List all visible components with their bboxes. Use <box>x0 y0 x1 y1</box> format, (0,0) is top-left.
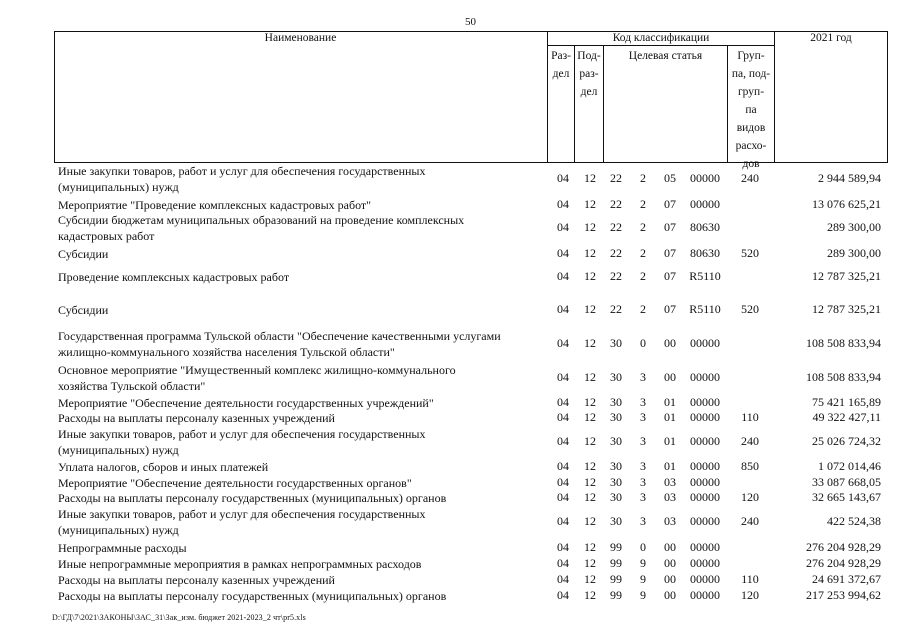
row-name-line: Непрограммные расходы <box>58 541 187 555</box>
cell-r: 04 <box>557 336 569 350</box>
cell-pr: 12 <box>584 197 596 211</box>
cell-a: 22 <box>610 302 622 316</box>
row-name-line: Мероприятие "Проведение комплексных кадастровых работ" <box>58 198 372 212</box>
row-name <box>58 246 548 262</box>
cell-b: 2 <box>640 269 646 283</box>
cell-amount: 25 026 724,32 <box>812 434 881 448</box>
cell-c: 00 <box>664 556 676 570</box>
row-name-line: (муниципальных) нужд <box>58 180 179 194</box>
cell-d: 00000 <box>690 197 720 211</box>
row-name-line: Расходы на выплаты персоналу государственных (муниципальных) органов <box>58 589 447 603</box>
cell-g: 520 <box>741 302 759 316</box>
cell-r: 04 <box>557 588 569 602</box>
header-razdel <box>548 47 574 83</box>
cell-d: 00000 <box>690 171 720 185</box>
table-row <box>0 475 905 491</box>
cell-b: 2 <box>640 246 646 260</box>
cell-c: 05 <box>664 171 676 185</box>
cell-amount: 289 300,00 <box>827 220 881 234</box>
header-group-line: Груп- <box>737 50 765 62</box>
cell-a: 30 <box>610 434 622 448</box>
row-name-line: (муниципальных) нужд <box>58 443 179 457</box>
cell-d: 00000 <box>690 588 720 602</box>
cell-c: 01 <box>664 410 676 424</box>
row-name-line: Мероприятие "Обеспечение деятельности государственных учреждений" <box>58 396 434 410</box>
cell-r: 04 <box>557 395 569 409</box>
cell-c: 00 <box>664 370 676 384</box>
cell-pr: 12 <box>584 302 596 316</box>
row-name <box>58 328 548 360</box>
header-target: Целевая статья <box>628 50 703 62</box>
cell-amount: 75 421 165,89 <box>812 395 881 409</box>
cell-amount: 276 204 928,29 <box>806 540 881 554</box>
table-row <box>0 426 905 458</box>
header-group-line: па, под- <box>731 68 771 80</box>
table-row <box>0 362 905 394</box>
table-row <box>0 506 905 538</box>
row-name-line: Расходы на выплаты персоналу казенных учреждений <box>58 411 335 425</box>
row-name <box>58 302 548 318</box>
cell-b: 2 <box>640 220 646 234</box>
cell-c: 00 <box>664 588 676 602</box>
cell-pr: 12 <box>584 370 596 384</box>
cell-pr: 12 <box>584 459 596 473</box>
cell-a: 30 <box>610 490 622 504</box>
cell-pr: 12 <box>584 475 596 489</box>
row-name-line: Иные непрограммные мероприятия в рамках непрограммных расходов <box>58 557 422 571</box>
row-name-line: хозяйства Тульской области" <box>58 379 206 393</box>
cell-b: 3 <box>640 459 646 473</box>
cell-pr: 12 <box>584 220 596 234</box>
cell-a: 30 <box>610 370 622 384</box>
cell-a: 99 <box>610 588 622 602</box>
row-name-line: Расходы на выплаты персоналу государственных (муниципальных) органов <box>58 491 447 505</box>
cell-r: 04 <box>557 434 569 448</box>
header-group <box>728 47 774 173</box>
row-name-line: Иные закупки товаров, работ и услуг для обеспечения государственных <box>58 507 426 521</box>
cell-r: 04 <box>557 246 569 260</box>
cell-amount: 32 665 143,67 <box>812 490 881 504</box>
cell-r: 04 <box>557 459 569 473</box>
header-podrazdel-line: дел <box>580 86 598 98</box>
cell-a: 30 <box>610 475 622 489</box>
cell-pr: 12 <box>584 246 596 260</box>
cell-c: 01 <box>664 395 676 409</box>
cell-c: 01 <box>664 459 676 473</box>
cell-c: 07 <box>664 197 676 211</box>
cell-c: 01 <box>664 434 676 448</box>
cell-c: 03 <box>664 490 676 504</box>
cell-d: 00000 <box>690 410 720 424</box>
cell-d: 00000 <box>690 370 720 384</box>
row-name-line: Субсидии <box>58 303 109 317</box>
cell-pr: 12 <box>584 556 596 570</box>
cell-d: 00000 <box>690 540 720 554</box>
cell-g: 110 <box>741 572 759 586</box>
cell-b: 3 <box>640 434 646 448</box>
header-group-line: расхо- <box>735 140 767 152</box>
table-row <box>0 540 905 556</box>
row-name <box>58 506 548 538</box>
cell-c: 03 <box>664 514 676 528</box>
cell-a: 30 <box>610 459 622 473</box>
cell-b: 3 <box>640 370 646 384</box>
header-group-line: па <box>745 104 757 116</box>
cell-r: 04 <box>557 171 569 185</box>
cell-pr: 12 <box>584 434 596 448</box>
cell-d: 00000 <box>690 434 720 448</box>
cell-r: 04 <box>557 269 569 283</box>
cell-r: 04 <box>557 197 569 211</box>
cell-amount: 12 787 325,21 <box>812 269 881 283</box>
cell-pr: 12 <box>584 395 596 409</box>
cell-a: 22 <box>610 220 622 234</box>
cell-b: 2 <box>640 171 646 185</box>
cell-r: 04 <box>557 475 569 489</box>
cell-amount: 422 524,38 <box>827 514 881 528</box>
row-name <box>58 269 548 285</box>
cell-g: 850 <box>741 459 759 473</box>
cell-r: 04 <box>557 490 569 504</box>
row-name <box>58 572 548 588</box>
cell-b: 9 <box>640 588 646 602</box>
cell-c: 00 <box>664 336 676 350</box>
cell-b: 3 <box>640 514 646 528</box>
cell-pr: 12 <box>584 410 596 424</box>
file-path-footer: D:\ГД\7\2021\ЗАКОНЫ\ЗАС_31\Зак_изм. бюджет 2021-2023_2 чт\pr5.xls <box>52 613 306 622</box>
cell-amount: 13 076 625,21 <box>812 197 881 211</box>
row-name-line: жилищно-коммунального хозяйства населения Тульской области" <box>58 345 395 359</box>
row-name <box>58 490 548 506</box>
cell-g: 240 <box>741 171 759 185</box>
cell-amount: 289 300,00 <box>827 246 881 260</box>
cell-amount: 276 204 928,29 <box>806 556 881 570</box>
table-row <box>0 269 905 285</box>
cell-amount: 33 087 668,05 <box>812 475 881 489</box>
cell-r: 04 <box>557 556 569 570</box>
row-name-line: Субсидии <box>58 247 109 261</box>
row-name-line: Мероприятие "Обеспечение деятельности государственных органов" <box>58 476 412 490</box>
header-razdel-line: дел <box>552 68 570 80</box>
cell-b: 0 <box>640 336 646 350</box>
row-name-line: Расходы на выплаты персоналу казенных учреждений <box>58 573 335 587</box>
row-name-line: (муниципальных) нужд <box>58 523 179 537</box>
table-row <box>0 163 905 195</box>
row-name <box>58 362 548 394</box>
cell-pr: 12 <box>584 336 596 350</box>
cell-amount: 217 253 994,62 <box>806 588 881 602</box>
header-podrazdel <box>575 47 603 101</box>
cell-a: 22 <box>610 246 622 260</box>
cell-g: 120 <box>741 490 759 504</box>
cell-g: 110 <box>741 410 759 424</box>
row-name-line: Государственная программа Тульской области "Обеспечение качественными услугами <box>58 329 501 343</box>
cell-c: 00 <box>664 540 676 554</box>
cell-b: 2 <box>640 302 646 316</box>
cell-amount: 49 322 427,11 <box>812 410 881 424</box>
cell-r: 04 <box>557 220 569 234</box>
table-row <box>0 459 905 475</box>
row-name <box>58 163 548 195</box>
cell-c: 07 <box>664 302 676 316</box>
table-row <box>0 395 905 411</box>
cell-r: 04 <box>557 514 569 528</box>
cell-d: 00000 <box>690 490 720 504</box>
table-row <box>0 197 905 213</box>
row-name-line: Субсидии бюджетам муниципальных образований на проведение комплексных <box>58 213 465 227</box>
row-name-line: Уплата налогов, сборов и иных платежей <box>58 460 269 474</box>
cell-a: 30 <box>610 336 622 350</box>
cell-b: 3 <box>640 490 646 504</box>
cell-r: 04 <box>557 410 569 424</box>
cell-pr: 12 <box>584 171 596 185</box>
table-row <box>0 572 905 588</box>
row-name-line: кадастровых работ <box>58 229 155 243</box>
cell-g: 520 <box>741 246 759 260</box>
cell-a: 30 <box>610 410 622 424</box>
table-row <box>0 302 905 318</box>
table-row <box>0 328 905 360</box>
header-podrazdel-line: Под- <box>577 50 601 62</box>
table-header <box>54 31 888 170</box>
row-name <box>58 475 548 491</box>
cell-pr: 12 <box>584 490 596 504</box>
cell-c: 07 <box>664 246 676 260</box>
cell-d: 80630 <box>690 220 720 234</box>
cell-r: 04 <box>557 572 569 586</box>
row-name <box>58 540 548 556</box>
cell-pr: 12 <box>584 269 596 283</box>
cell-b: 9 <box>640 556 646 570</box>
table-row <box>0 246 905 262</box>
cell-b: 3 <box>640 410 646 424</box>
table-row <box>0 212 905 244</box>
cell-b: 3 <box>640 475 646 489</box>
row-name <box>58 212 548 244</box>
cell-amount: 24 691 372,67 <box>812 572 881 586</box>
row-name-line: Основное мероприятие "Имущественный комплекс жилищно-коммунального <box>58 363 456 377</box>
cell-b: 3 <box>640 395 646 409</box>
cell-b: 0 <box>640 540 646 554</box>
cell-b: 9 <box>640 572 646 586</box>
table-row <box>0 410 905 426</box>
row-name <box>58 197 548 213</box>
cell-a: 30 <box>610 514 622 528</box>
cell-g: 240 <box>741 514 759 528</box>
cell-c: 03 <box>664 475 676 489</box>
cell-c: 07 <box>664 220 676 234</box>
cell-d: 00000 <box>690 514 720 528</box>
cell-pr: 12 <box>584 540 596 554</box>
header-group-line: дов <box>742 158 760 170</box>
cell-c: 00 <box>664 572 676 586</box>
page-number: 50 <box>465 16 476 28</box>
cell-d: R5110 <box>689 269 721 283</box>
row-name-line: Проведение комплексных кадастровых работ <box>58 270 290 284</box>
cell-pr: 12 <box>584 588 596 602</box>
cell-a: 99 <box>610 556 622 570</box>
header-group-line: видов <box>736 122 766 134</box>
cell-d: 00000 <box>690 336 720 350</box>
cell-a: 22 <box>610 269 622 283</box>
row-name <box>58 395 548 411</box>
cell-g: 240 <box>741 434 759 448</box>
cell-a: 99 <box>610 572 622 586</box>
cell-amount: 12 787 325,21 <box>812 302 881 316</box>
cell-a: 22 <box>610 171 622 185</box>
cell-b: 2 <box>640 197 646 211</box>
row-name-line: Иные закупки товаров, работ и услуг для обеспечения государственных <box>58 427 426 441</box>
header-name: Наименование <box>264 32 337 44</box>
cell-d: 00000 <box>690 475 720 489</box>
header-podrazdel-line: раз- <box>579 68 599 80</box>
cell-d: 80630 <box>690 246 720 260</box>
cell-d: 00000 <box>690 459 720 473</box>
cell-pr: 12 <box>584 572 596 586</box>
cell-r: 04 <box>557 370 569 384</box>
cell-d: 00000 <box>690 572 720 586</box>
row-name <box>58 426 548 458</box>
table-row <box>0 588 905 604</box>
header-razdel-line: Раз- <box>551 50 571 62</box>
table-row <box>0 556 905 572</box>
cell-d: 00000 <box>690 395 720 409</box>
cell-a: 22 <box>610 197 622 211</box>
row-name <box>58 556 548 572</box>
row-name-line: Иные закупки товаров, работ и услуг для обеспечения государственных <box>58 164 426 178</box>
row-name <box>58 410 548 426</box>
cell-d: R5110 <box>689 302 721 316</box>
row-name <box>58 459 548 475</box>
table-row <box>0 490 905 506</box>
header-year: 2021 год <box>810 32 852 44</box>
cell-amount: 108 508 833,94 <box>806 370 881 384</box>
cell-pr: 12 <box>584 514 596 528</box>
header-group-line: груп- <box>737 86 765 98</box>
cell-r: 04 <box>557 540 569 554</box>
row-name <box>58 588 548 604</box>
cell-amount: 1 072 014,46 <box>818 459 881 473</box>
header-code: Код классификации <box>612 32 710 44</box>
cell-amount: 108 508 833,94 <box>806 336 881 350</box>
cell-d: 00000 <box>690 556 720 570</box>
cell-c: 07 <box>664 269 676 283</box>
cell-r: 04 <box>557 302 569 316</box>
cell-a: 30 <box>610 395 622 409</box>
cell-a: 99 <box>610 540 622 554</box>
cell-amount: 2 944 589,94 <box>818 171 881 185</box>
cell-g: 120 <box>741 588 759 602</box>
